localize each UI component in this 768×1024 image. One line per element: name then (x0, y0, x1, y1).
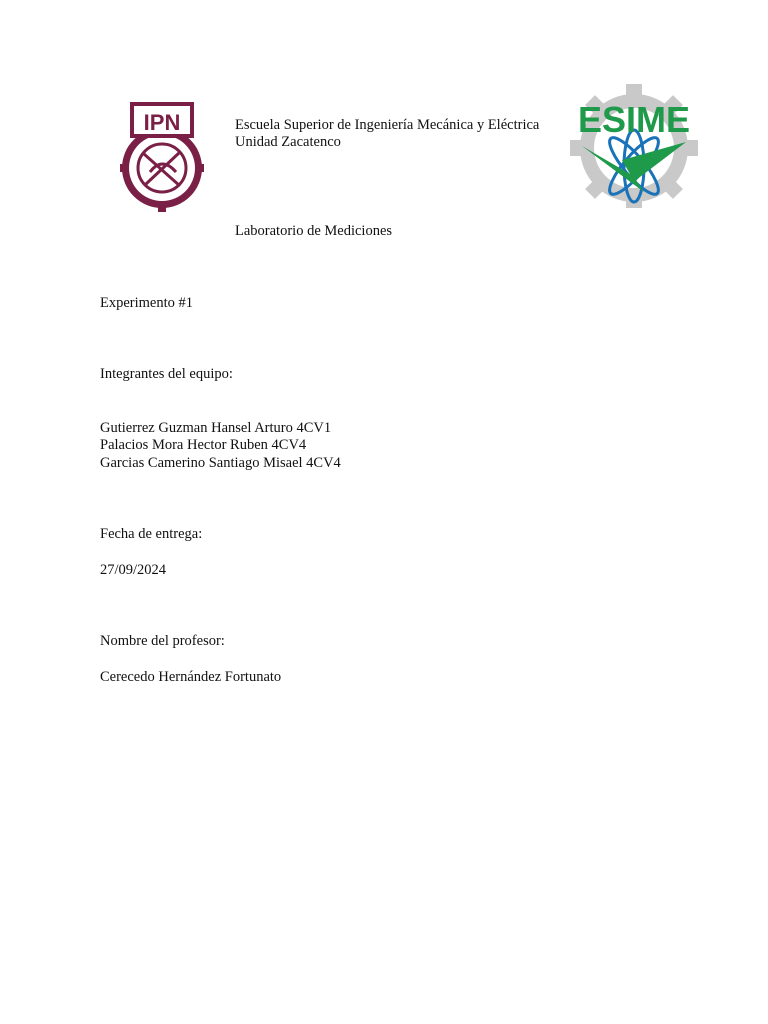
lab-name: Laboratorio de Mediciones (235, 223, 393, 239)
team-member: Gutierrez Guzman Hansel Arturo 4CV1 (100, 420, 332, 436)
ipn-logo (120, 94, 204, 214)
team-label: Integrantes del equipo: (100, 366, 233, 382)
school-unit: Unidad Zacatenco (235, 134, 341, 150)
school-name: Escuela Superior de Ingeniería Mecánica y Eléctrica (235, 117, 540, 133)
professor-name: Cerecedo Hernández Fortunato (100, 669, 282, 685)
experiment-title: Experimento #1 (100, 295, 194, 311)
ipn-logo-text: IPN (143, 110, 181, 135)
professor-label: Nombre del profesor: (100, 633, 225, 649)
ipn-logo-icon (120, 94, 204, 214)
delivery-label: Fecha de entrega: (100, 526, 203, 542)
team-member: Garcias Camerino Santiago Misael 4CV4 (100, 455, 341, 471)
esime-logo (570, 84, 698, 208)
delivery-date: 27/09/2024 (100, 562, 167, 578)
esime-logo-icon (570, 84, 698, 208)
team-member: Palacios Mora Hector Ruben 4CV4 (100, 437, 307, 453)
esime-logo-text: ESIME (577, 99, 691, 140)
